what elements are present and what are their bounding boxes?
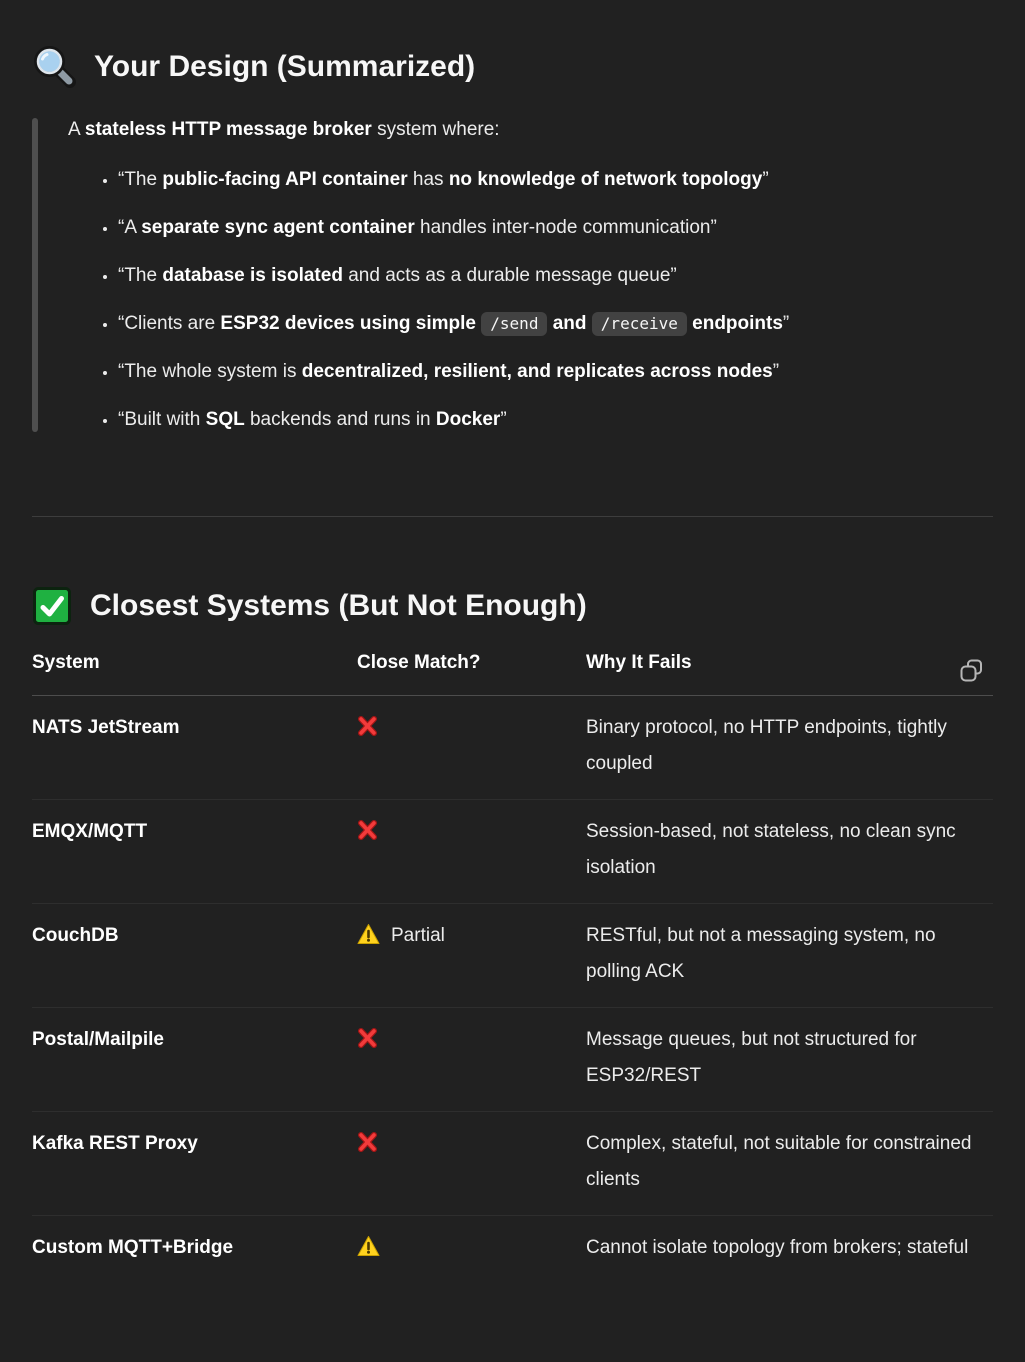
table-row xyxy=(32,800,993,904)
bold-text: database is isolated xyxy=(162,265,343,286)
why-it-fails-cell: Session-based, not stateless, no clean sync isolation xyxy=(586,800,993,904)
section-title: Closest Systems (But Not Enough) xyxy=(90,589,587,622)
cross-mark-icon xyxy=(357,1133,378,1154)
magnifying-glass-icon xyxy=(32,45,76,89)
bold-text: ESP32 devices using simple xyxy=(220,313,476,334)
design-bullet xyxy=(118,166,993,194)
system-cell: Kafka REST Proxy xyxy=(32,1112,357,1216)
table-row xyxy=(32,1216,993,1284)
table-header-row xyxy=(32,651,993,696)
text: ” xyxy=(762,169,769,190)
text: ” xyxy=(500,409,507,430)
comparison-table-container xyxy=(32,651,993,1283)
text: “Built with xyxy=(118,409,206,430)
bold-text: SQL xyxy=(205,409,245,430)
text: backends and runs in xyxy=(244,409,436,430)
close-match-cell xyxy=(357,1112,586,1216)
why-it-fails-cell: Message queues, but not structured for ESP32/REST xyxy=(586,1008,993,1112)
design-bullet xyxy=(118,358,993,386)
table-row xyxy=(32,1112,993,1216)
table-row xyxy=(32,696,993,800)
close-match-cell xyxy=(357,904,586,1008)
table-row xyxy=(32,904,993,1008)
text: system where: xyxy=(371,119,500,140)
system-cell: EMQX/MQTT xyxy=(32,800,357,904)
design-bullet xyxy=(118,406,993,434)
cross-mark-icon xyxy=(357,821,378,842)
text: ” xyxy=(782,313,790,334)
text: “The whole system is xyxy=(118,361,302,382)
why-it-fails-cell: Binary protocol, no HTTP endpoints, tightly coupled xyxy=(586,696,993,800)
bold-text: decentralized, resilient, and replicates across nodes xyxy=(301,361,773,382)
bold-text: public-facing API container xyxy=(162,169,408,190)
col-header-system: System xyxy=(32,651,357,696)
check-mark-icon xyxy=(32,586,72,626)
bold-text: separate sync agent container xyxy=(141,217,415,238)
system-cell: CouchDB xyxy=(32,904,357,1008)
design-bullet xyxy=(118,262,993,290)
match-label: Partial xyxy=(391,925,445,946)
text: has xyxy=(407,169,449,190)
code-chip: /receive xyxy=(592,312,687,336)
section-title: Your Design (Summarized) xyxy=(94,50,476,83)
system-cell: Postal/Mailpile xyxy=(32,1008,357,1112)
table-row xyxy=(32,1008,993,1112)
col-header-why-it-fails: Why It Fails xyxy=(586,651,993,696)
design-summary-quote xyxy=(32,116,993,434)
copy-icon xyxy=(958,672,985,687)
text xyxy=(587,313,592,334)
text: “The xyxy=(118,265,163,286)
text: “The xyxy=(118,169,163,190)
text: “Clients are xyxy=(118,313,221,334)
bold-text: Docker xyxy=(435,409,501,430)
section-heading-your-design xyxy=(32,44,993,90)
close-match-cell xyxy=(357,1216,586,1284)
section-heading-closest-systems xyxy=(32,583,993,629)
design-bullet xyxy=(118,310,993,338)
why-it-fails-cell: Cannot isolate topology from brokers; stateful xyxy=(586,1237,969,1258)
bold-text: stateless HTTP message broker xyxy=(84,119,372,140)
design-bullet-list xyxy=(68,166,993,434)
warning-icon xyxy=(357,925,380,946)
cross-mark-icon xyxy=(357,1029,378,1050)
system-cell: Custom MQTT+Bridge xyxy=(32,1237,234,1258)
why-it-fails-cell: Complex, stateful, not suitable for constrained clients xyxy=(586,1112,993,1216)
copy-table-button[interactable] xyxy=(956,655,987,686)
design-bullet xyxy=(118,214,993,242)
text: and acts as a durable message queue” xyxy=(342,265,677,286)
bold-text: endpoints xyxy=(692,313,783,334)
why-it-fails-cell: RESTful, but not a messaging system, no polling ACK xyxy=(586,904,993,1008)
col-header-close-match: Close Match? xyxy=(357,651,586,696)
text: A xyxy=(68,119,85,140)
bold-text: and xyxy=(552,313,587,334)
close-match-cell xyxy=(357,696,586,800)
text: “A xyxy=(118,217,142,238)
quote-intro xyxy=(68,116,993,144)
close-match-cell xyxy=(357,1008,586,1112)
close-match-cell xyxy=(357,800,586,904)
system-cell: NATS JetStream xyxy=(32,696,357,800)
text: handles inter-node communication” xyxy=(414,217,717,238)
warning-icon xyxy=(357,1237,380,1258)
text: ” xyxy=(772,361,780,382)
section-divider xyxy=(32,516,993,517)
code-chip: /send xyxy=(481,312,547,336)
bold-text: no knowledge of network topology xyxy=(448,169,763,190)
comparison-table xyxy=(32,651,993,1283)
cross-mark-icon xyxy=(357,717,378,738)
